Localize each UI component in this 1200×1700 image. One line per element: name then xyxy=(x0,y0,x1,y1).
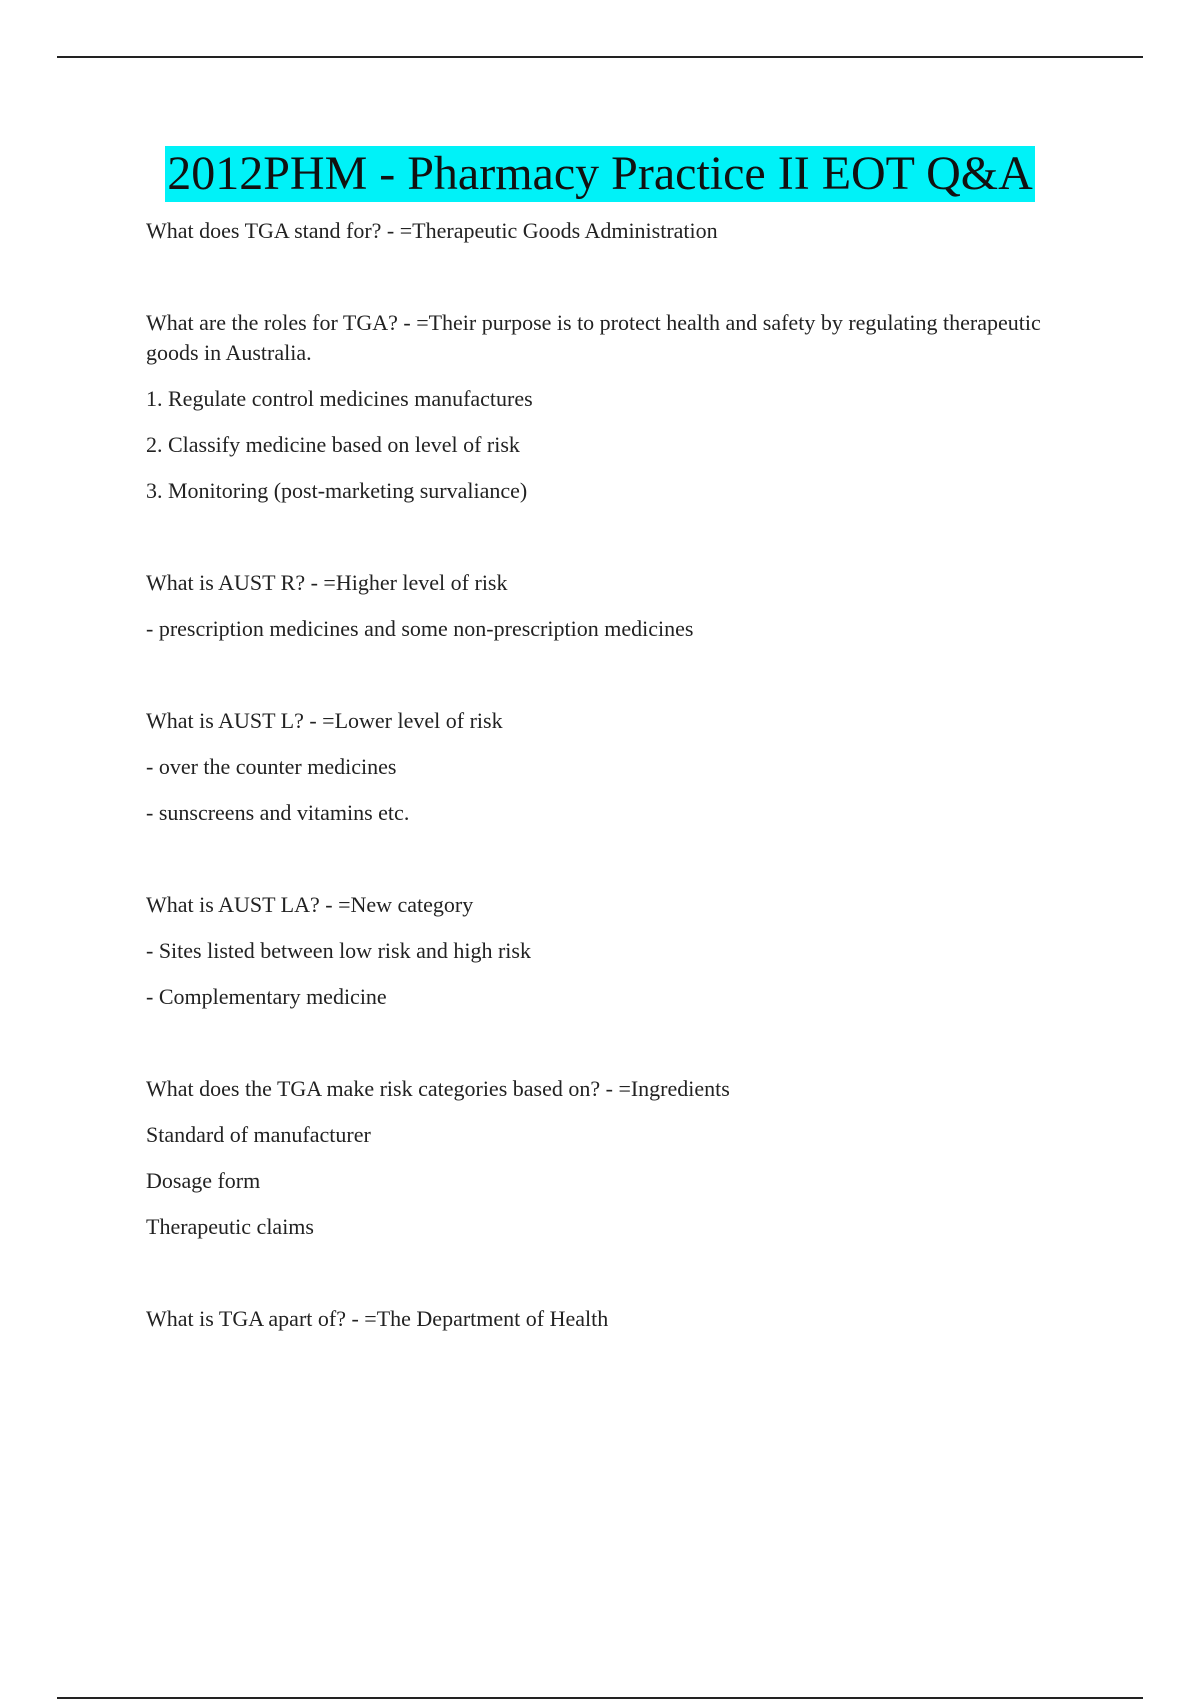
answer-detail: - Complementary medicine xyxy=(146,984,387,1009)
answer-detail: - Sites listed between low risk and high risk xyxy=(146,938,531,963)
answer-detail: Dosage form xyxy=(146,1168,261,1193)
answer-detail: 3. Monitoring (post-marketing survaliance) xyxy=(146,478,528,503)
qa-item xyxy=(146,890,1076,1012)
question-text: What are the roles for TGA? - =Their purpose is to protect health and safety by regulating therapeutic goods in Australia. xyxy=(146,310,1041,365)
question-text: What is AUST LA? - =New category xyxy=(146,892,474,917)
question-text: What does the TGA make risk categories based on? - =Ingredients xyxy=(146,1076,730,1101)
qa-item xyxy=(146,1074,1076,1242)
answer-detail: Standard of manufacturer xyxy=(146,1122,371,1147)
qa-item xyxy=(146,568,1076,644)
qa-item xyxy=(146,308,1076,506)
qa-item xyxy=(146,216,1076,246)
answer-detail: Therapeutic claims xyxy=(146,1214,314,1239)
question-text: What is TGA apart of? - =The Department of Health xyxy=(146,1306,609,1331)
qa-content xyxy=(146,216,1076,1350)
title-container xyxy=(0,146,1200,202)
bottom-divider xyxy=(57,1697,1143,1699)
document-title: 2012PHM - Pharmacy Practice II EOT Q&A xyxy=(167,147,1033,200)
qa-item xyxy=(146,706,1076,828)
answer-detail: - sunscreens and vitamins etc. xyxy=(146,800,410,825)
answer-detail: - over the counter medicines xyxy=(146,754,397,779)
question-text: What is AUST R? - =Higher level of risk xyxy=(146,570,508,595)
answer-detail: 2. Classify medicine based on level of risk xyxy=(146,432,520,457)
question-text: What is AUST L? - =Lower level of risk xyxy=(146,708,503,733)
answer-detail: - prescription medicines and some non-prescription medicines xyxy=(146,616,694,641)
top-divider xyxy=(57,56,1143,58)
qa-item xyxy=(146,1304,1076,1334)
answer-detail: 1. Regulate control medicines manufactures xyxy=(146,386,533,411)
question-text: What does TGA stand for? - =Therapeutic Goods Administration xyxy=(146,218,718,243)
